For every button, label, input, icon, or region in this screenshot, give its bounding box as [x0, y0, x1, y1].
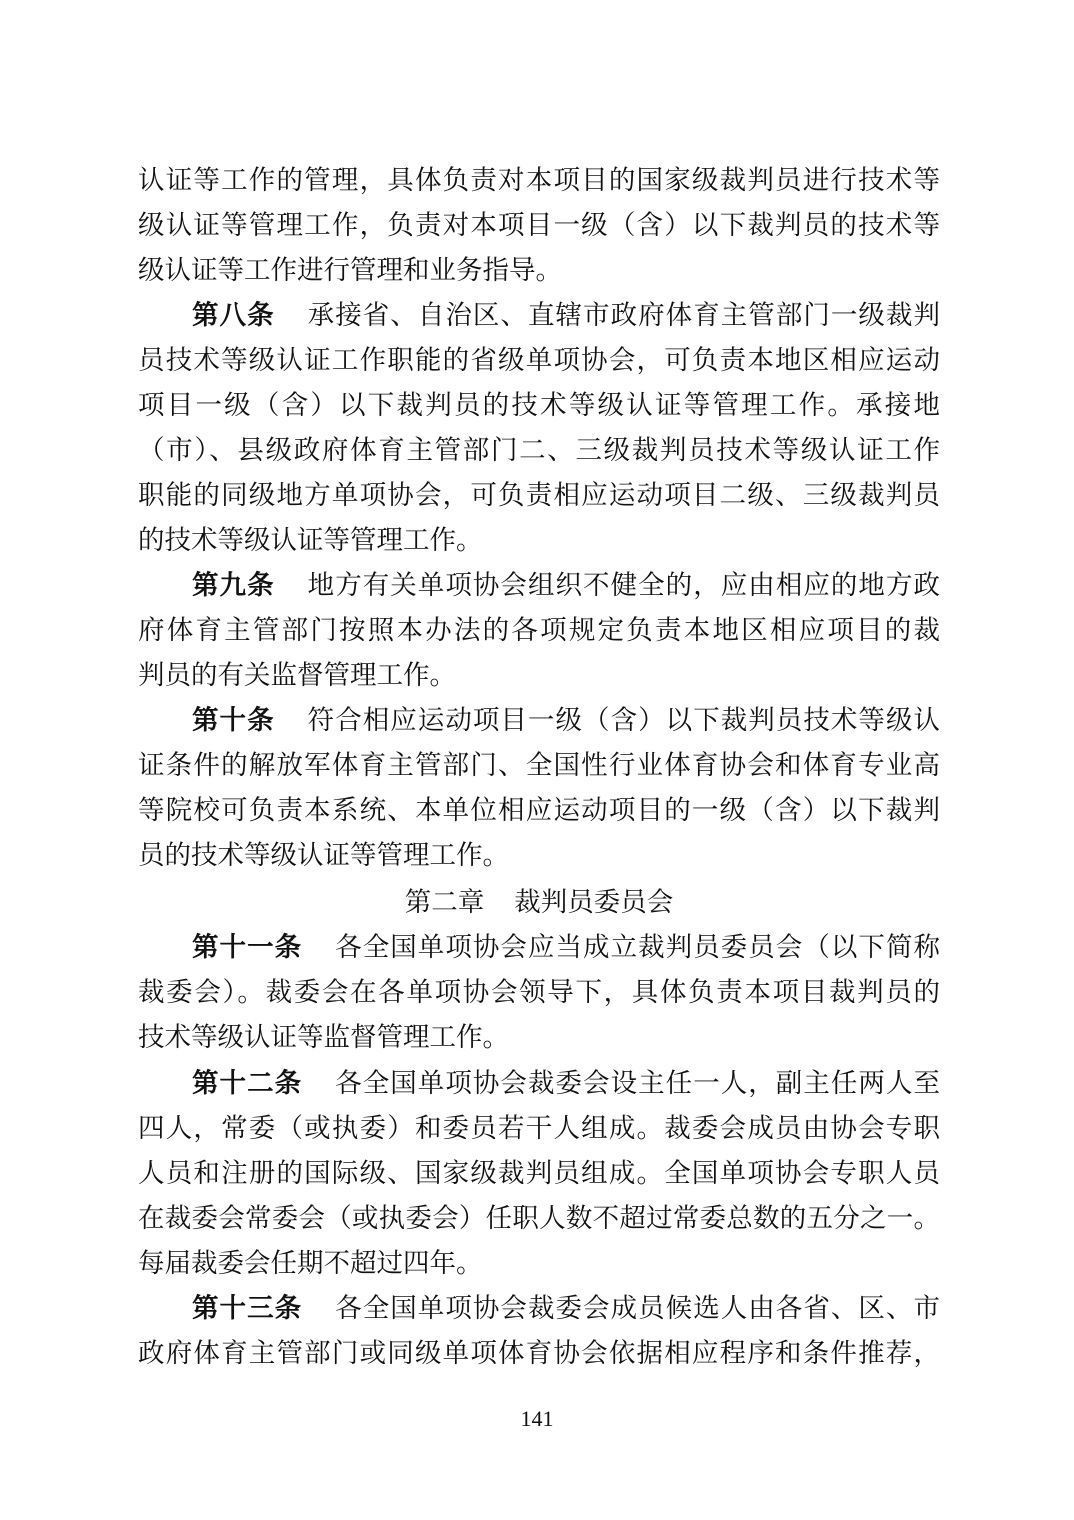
body-text-line: 四人，常委（或执委）和委员若干人组成。裁委会成员由协会专职: [138, 1113, 940, 1144]
article-8-text: 承接省、自治区、直辖市政府体育主管部门一级裁判: [306, 300, 940, 331]
body-text-line: （市）、县级政府体育主管部门二、三级裁判员技术等级认证工作: [138, 435, 940, 466]
body-text-line: 证条件的解放军体育主管部门、全国性行业体育协会和体育专业高: [138, 750, 940, 781]
body-text-line: 人员和注册的国际级、国家级裁判员组成。全国单项协会专职人员: [138, 1158, 940, 1189]
article-13-label: 第十三条: [192, 1293, 303, 1324]
article-13-first-line: [192, 1286, 940, 1332]
article-13-text: 各全国单项协会裁委会成员候选人由各省、区、市: [334, 1293, 940, 1324]
body-text-line: 认证等工作的管理，具体负责对本项目的国家级裁判员进行技术等: [138, 165, 940, 196]
article-11-first-line: [192, 925, 940, 971]
body-text-line: 员技术等级认证工作职能的省级单项协会，可负责本地区相应运动: [138, 345, 940, 376]
body-text-line: 员的技术等级认证等管理工作。: [138, 840, 509, 871]
article-11-text: 各全国单项协会应当成立裁判员委员会（以下简称: [334, 932, 940, 963]
article-12-label: 第十二条: [192, 1068, 303, 1099]
article-10-label: 第十条: [192, 705, 275, 736]
body-text-line: 政府体育主管部门或同级单项体育协会依据相应程序和条件推荐，: [138, 1338, 940, 1369]
body-text-line: 府体育主管部门按照本办法的各项规定负责本地区相应项目的裁: [138, 615, 940, 646]
body-text-line: 项目一级（含）以下裁判员的技术等级认证等管理工作。承接地: [138, 390, 940, 421]
article-9-text: 地方有关单项协会组织不健全的，应由相应的地方政: [306, 570, 940, 601]
body-text-line: 裁委会）。裁委会在各单项协会领导下，具体负责本项目裁判员的: [138, 977, 940, 1008]
body-text-line: 判员的有关监督管理工作。: [138, 660, 456, 691]
document-page: [138, 158, 940, 1398]
body-text-line: 每届裁委会任期不超过四年。: [138, 1248, 483, 1279]
chapter-heading: [138, 880, 940, 926]
article-12-first-line: [192, 1061, 940, 1107]
article-9-label: 第九条: [192, 570, 275, 601]
article-11-label: 第十一条: [192, 932, 303, 963]
article-8-first-line: [192, 293, 940, 339]
article-10-text: 符合相应运动项目一级（含）以下裁判员技术等级认: [306, 705, 940, 736]
article-8-label: 第八条: [192, 300, 275, 331]
article-10-first-line: [192, 698, 940, 744]
article-12-text: 各全国单项协会裁委会设主任一人，副主任两人至: [334, 1068, 940, 1099]
chapter-number: 第二章: [404, 887, 485, 918]
page-number: 141: [520, 1406, 554, 1431]
body-text-line: 职能的同级地方单项协会，可负责相应运动项目二级、三级裁判员: [138, 480, 940, 511]
body-text-line: 级认证等管理工作，负责对本项目一级（含）以下裁判员的技术等: [138, 210, 940, 241]
body-text-line: 级认证等工作进行管理和业务指导。: [138, 255, 562, 286]
body-text-line: 技术等级认证等监督管理工作。: [138, 1022, 509, 1053]
body-text-line: 等院校可负责本系统、本单位相应运动项目的一级（含）以下裁判: [138, 795, 940, 826]
body-text-line: 的技术等级认证等管理工作。: [138, 525, 483, 556]
body-text-line: 在裁委会常委会（或执委会）任职人数不超过常委总数的五分之一。: [138, 1203, 940, 1234]
article-9-first-line: [192, 563, 940, 609]
chapter-title: 裁判员委员会: [514, 887, 674, 918]
